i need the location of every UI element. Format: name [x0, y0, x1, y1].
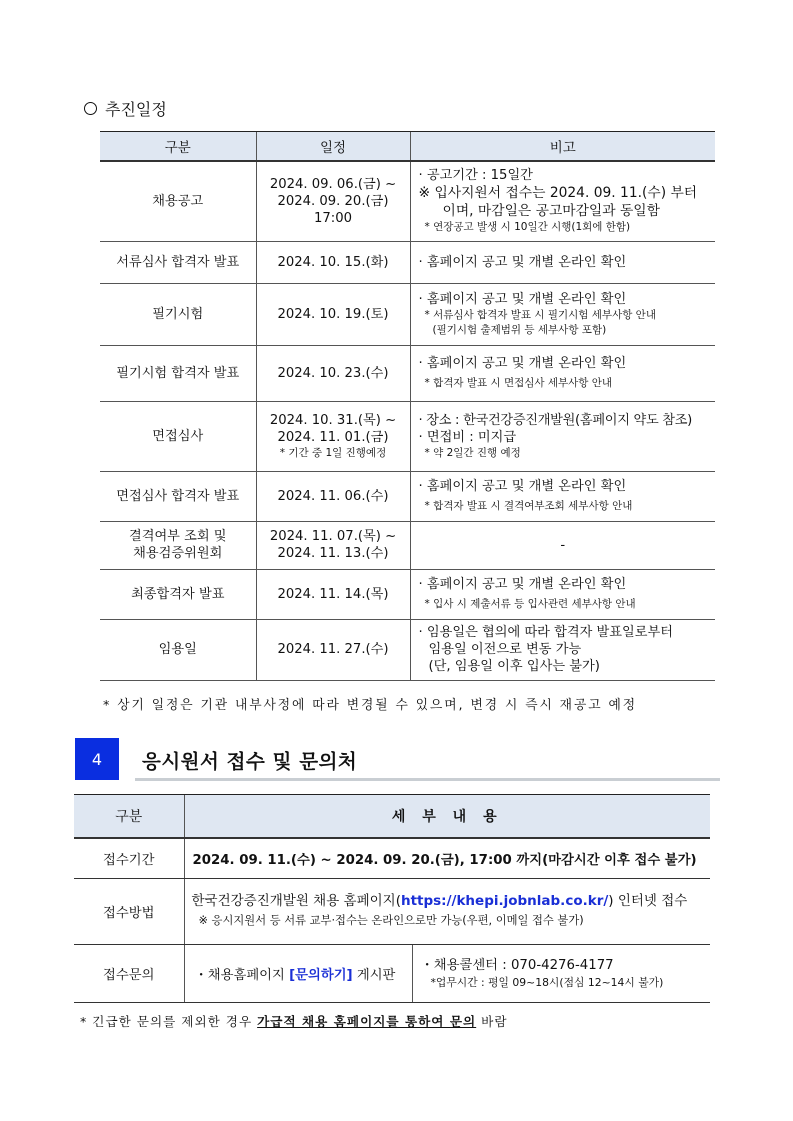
note-line: 임용일 이전으로 변동 가능 [428, 642, 582, 657]
row-date: 2024. 10. 15.(화) [256, 241, 410, 283]
section-title: 응시원서 접수 및 문의처 [142, 750, 358, 773]
period-value: 2024. 09. 11.(수) ~ 2024. 09. 20.(금), 17:00 까지(마감시간 이후 접수 불가) [184, 838, 710, 878]
row-date: 2024. 10. 19.(토) [256, 283, 410, 345]
row-date [256, 161, 410, 241]
row-date: 2024. 11. 14.(목) [256, 569, 410, 619]
row-note: - [410, 521, 715, 569]
method-note: ※ 응시지원서 등 서류 교부·접수는 온라인으로만 가능(우편, 이메일 접수 불가) [198, 914, 584, 927]
header-note: 비고 [410, 132, 715, 162]
footnote-text: 바람 [476, 1014, 508, 1029]
header-category: 구분 [100, 132, 256, 162]
date-line: 2024. 11. 01.(금) [277, 429, 389, 445]
row-label: 임용일 [100, 619, 256, 680]
section-divider [135, 778, 720, 781]
schedule-section-heading [84, 97, 167, 120]
row-note [410, 471, 715, 521]
row-date: 2024. 11. 06.(수) [256, 471, 410, 521]
table-row [74, 838, 710, 878]
header-details: 세 부 내 용 [184, 795, 710, 839]
note-line: * 합격자 발표 시 결격여부조회 세부사항 안내 [424, 500, 633, 512]
note-line: * 연장공고 발생 시 10일간 시행(1회에 한함) [424, 221, 631, 234]
row-date [256, 521, 410, 569]
footnote-emphasis: 가급적 채용 홈페이지를 통하여 문의 [257, 1014, 477, 1029]
inquiry-callcenter [412, 944, 710, 1002]
row-note [410, 569, 715, 619]
method-line [192, 891, 711, 911]
note-line: 이며, 마감일은 공고마감일과 동일함 [442, 203, 660, 220]
label-line: 결격여부 조회 및 [128, 529, 227, 544]
inquiry-label: 접수문의 [74, 944, 184, 1002]
row-label: 서류심사 합격자 발표 [100, 241, 256, 283]
row-note [410, 161, 715, 241]
row-label: 면접심사 [100, 401, 256, 471]
header-date: 일정 [256, 132, 410, 162]
row-note: · 홈페이지 공고 및 개별 온라인 확인 [410, 241, 715, 283]
row-note [410, 345, 715, 401]
row-date [256, 401, 410, 471]
note-line: (필기시험 출제범위 등 세부사항 포함) [432, 323, 607, 336]
method-value [184, 878, 710, 944]
table-row [100, 619, 715, 680]
row-note [410, 401, 715, 471]
inquiry-text: 게시판 [352, 967, 396, 983]
date-line: 17:00 [313, 210, 352, 226]
contact-header-row [74, 795, 710, 839]
inquiry-board [184, 944, 412, 1002]
note-line: · 공고기간 : 15일간 [418, 168, 533, 184]
note-line: · 면접비 : 미지급 [418, 429, 517, 445]
table-row [74, 878, 710, 944]
callcenter-line: ・채용콜센터 : 070-4276-4177 [420, 957, 614, 973]
bottom-footnote [80, 1011, 508, 1030]
date-line: 2024. 09. 20.(금) [277, 193, 389, 209]
homepage-link[interactable]: https://khepi.jobnlab.co.kr/ [400, 893, 609, 909]
section4-header [75, 738, 720, 782]
table-row [100, 161, 715, 241]
schedule-header-row [100, 132, 715, 162]
date-line: * 기간 중 1일 진행예정 [279, 446, 387, 459]
table-row [100, 241, 715, 283]
note-line: * 합격자 발표 시 면접심사 세부사항 안내 [424, 377, 613, 389]
note-line: (단, 임용일 이후 입사는 불가) [428, 659, 600, 674]
row-date: 2024. 11. 27.(수) [256, 619, 410, 680]
section-heading-text: 추진일정 [105, 100, 167, 119]
note-line: * 서류심사 합격자 발표 시 필기시험 세부사항 안내 [424, 308, 656, 321]
table-row [100, 521, 715, 569]
table-row [100, 283, 715, 345]
table-row [100, 569, 715, 619]
row-note [410, 619, 715, 680]
inquiry-text: ・채용홈페이지 [194, 967, 290, 983]
method-label: 접수방법 [74, 878, 184, 944]
row-label: 채용공고 [100, 161, 256, 241]
note-line: · 홈페이지 공고 및 개별 온라인 확인 [418, 577, 627, 592]
table-row [100, 345, 715, 401]
note-line: · 홈페이지 공고 및 개별 온라인 확인 [418, 356, 627, 371]
table-row [100, 401, 715, 471]
note-line: · 홈페이지 공고 및 개별 온라인 확인 [418, 291, 627, 307]
row-label: 최종합격자 발표 [100, 569, 256, 619]
note-line: ※ 입사지원서 접수는 2024. 09. 11.(수) 부터 [418, 185, 698, 202]
schedule-table [100, 131, 715, 681]
note-line: · 임용일은 협의에 따라 합격자 발표일로부터 [418, 625, 673, 640]
row-note [410, 283, 715, 345]
note-line: · 장소 : 한국건강증진개발원(홈페이지 약도 참조) [418, 412, 693, 428]
row-date: 2024. 10. 23.(수) [256, 345, 410, 401]
callcenter-hours: *업무시간 : 평일 09~18시(점심 12~14시 불가) [430, 975, 664, 989]
date-line: 2024. 09. 06.(금) ~ [269, 176, 397, 192]
row-label: 면접심사 합격자 발표 [100, 471, 256, 521]
schedule-footnote: * 상기 일정은 기관 내부사정에 따라 변경될 수 있으며, 변경 시 즉시 재공고 예정 [103, 698, 637, 713]
circle-bullet-icon [84, 102, 97, 115]
table-row [74, 944, 710, 1002]
note-line: * 입사 시 제출서류 등 입사관련 세부사항 안내 [424, 598, 636, 610]
label-line: 채용검증위원회 [133, 546, 223, 561]
method-text: 한국건강증진개발원 채용 홈페이지( [191, 893, 401, 909]
section-number-badge: 4 [75, 738, 119, 780]
contact-table [74, 794, 710, 1003]
row-label: 필기시험 합격자 발표 [100, 345, 256, 401]
note-line: * 약 2일간 진행 예정 [424, 446, 521, 459]
date-line: 2024. 10. 31.(목) ~ [269, 412, 397, 428]
date-line: 2024. 11. 13.(수) [277, 546, 389, 561]
method-text: ) 인터넷 접수 [608, 893, 688, 909]
row-label [100, 521, 256, 569]
row-label: 필기시험 [100, 283, 256, 345]
period-label: 접수기간 [74, 838, 184, 878]
footnote-text: * 긴급한 문의를 제외한 경우 [80, 1014, 258, 1029]
date-line: 2024. 11. 07.(목) ~ [269, 529, 397, 544]
table-row [100, 471, 715, 521]
header-category: 구분 [74, 795, 184, 839]
note-line: · 홈페이지 공고 및 개별 온라인 확인 [418, 479, 627, 494]
inquiry-link[interactable]: [문의하기] [289, 967, 353, 983]
